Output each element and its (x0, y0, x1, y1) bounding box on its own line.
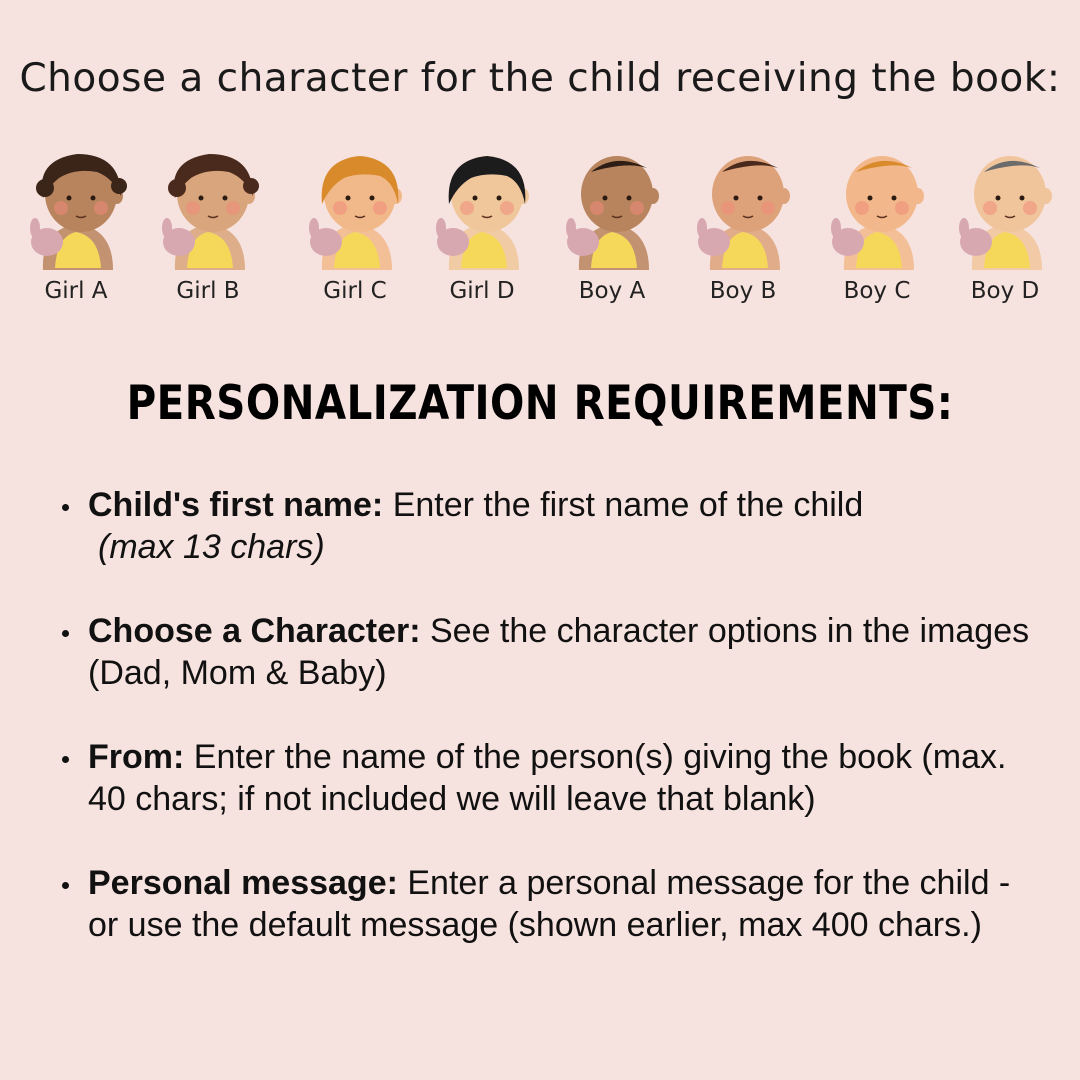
ear-shape (1040, 188, 1052, 204)
character-girl-b-illustration (153, 138, 263, 274)
ear-shape (778, 188, 790, 204)
eye-shape (473, 196, 478, 201)
character-label: Boy D (970, 278, 1040, 304)
requirement-from (58, 736, 1033, 820)
character-girl-c-illustration (300, 138, 410, 274)
hair-curl-shape (36, 179, 54, 197)
eye-shape (996, 196, 1001, 201)
eye-shape (758, 196, 763, 201)
character-girl-d[interactable] (422, 138, 542, 304)
character-boy-b[interactable] (683, 138, 803, 304)
character-label: Girl B (176, 278, 240, 304)
requirement-choose-character (58, 610, 1033, 694)
cheek-shape (983, 201, 997, 215)
cheek-shape (630, 201, 644, 215)
character-label: Girl A (44, 278, 108, 304)
head-shape (974, 156, 1046, 232)
cheek-shape (460, 201, 474, 215)
toy-ear-shape (162, 218, 172, 238)
character-boy-a[interactable] (552, 138, 672, 304)
requirement-text: Enter the first name of the child (383, 486, 864, 524)
character-boy-c-illustration (822, 138, 932, 274)
requirement-personal-message (58, 862, 1033, 946)
eye-shape (199, 196, 204, 201)
toy-ear-shape (436, 218, 446, 238)
character-girl-a[interactable] (16, 138, 136, 304)
head-shape (846, 156, 918, 232)
character-boy-a-illustration (557, 138, 667, 274)
requirement-text: See the character options in the images (Dad, Mom & Baby) (88, 612, 1030, 692)
requirement-child-first-name (58, 484, 1033, 568)
cheek-shape (333, 201, 347, 215)
cheek-shape (721, 201, 735, 215)
cheek-shape (186, 201, 200, 215)
eye-shape (67, 196, 72, 201)
eye-shape (346, 196, 351, 201)
toy-ear-shape (566, 218, 576, 238)
eye-shape (223, 196, 228, 201)
eye-shape (734, 196, 739, 201)
cheek-shape (895, 201, 909, 215)
character-options (0, 138, 1080, 318)
toy-ear-shape (309, 218, 319, 238)
ear-shape (647, 188, 659, 204)
character-label: Girl D (449, 278, 515, 304)
eye-shape (497, 196, 502, 201)
character-girl-d-illustration (427, 138, 537, 274)
hair-curl-shape (168, 179, 186, 197)
requirements-heading: PERSONALIZATION REQUIREMENTS: (126, 376, 954, 431)
eye-shape (370, 196, 375, 201)
cheek-shape (94, 201, 108, 215)
toy-ear-shape (959, 218, 969, 238)
character-boy-b-illustration (688, 138, 798, 274)
requirement-label: From: (88, 738, 185, 776)
requirement-label: Personal message: (88, 864, 398, 902)
requirement-note: (max 13 chars) (98, 528, 325, 566)
character-girl-b[interactable] (148, 138, 268, 304)
eye-shape (1020, 196, 1025, 201)
cheek-shape (1023, 201, 1037, 215)
cheek-shape (590, 201, 604, 215)
character-label: Boy B (709, 278, 777, 304)
eye-shape (892, 196, 897, 201)
cheek-shape (226, 201, 240, 215)
requirements-list (58, 484, 1033, 988)
toy-ear-shape (697, 218, 707, 238)
requirement-text: Enter the name of the person(s) giving the book (max. 40 chars; if not included we will leave that blank) (88, 738, 1007, 818)
head-shape (712, 156, 784, 232)
cheek-shape (54, 201, 68, 215)
requirement-label: Child's first name: (88, 486, 384, 524)
cheek-shape (855, 201, 869, 215)
toy-ear-shape (30, 218, 40, 238)
eye-shape (868, 196, 873, 201)
hair-curl-shape (111, 178, 127, 194)
eye-shape (91, 196, 96, 201)
eye-shape (603, 196, 608, 201)
requirement-text: Enter a personal message for the child - or use the default message (shown earlier, max 400 chars.) (88, 864, 1011, 944)
character-label: Girl C (323, 278, 387, 304)
character-label: Boy A (578, 278, 646, 304)
ear-shape (912, 188, 924, 204)
eye-shape (627, 196, 632, 201)
toy-ear-shape (831, 218, 841, 238)
hair-curl-shape (243, 178, 259, 194)
head-shape (581, 156, 653, 232)
cheek-shape (761, 201, 775, 215)
page-title: Choose a character for the child receiving the book: (19, 56, 1061, 101)
character-girl-a-illustration (21, 138, 131, 274)
character-girl-c[interactable] (295, 138, 415, 304)
character-label: Boy C (843, 278, 911, 304)
requirement-label: Choose a Character: (88, 612, 421, 650)
character-boy-c[interactable] (817, 138, 937, 304)
character-boy-d[interactable] (945, 138, 1065, 304)
character-boy-d-illustration (950, 138, 1060, 274)
cheek-shape (500, 201, 514, 215)
cheek-shape (373, 201, 387, 215)
